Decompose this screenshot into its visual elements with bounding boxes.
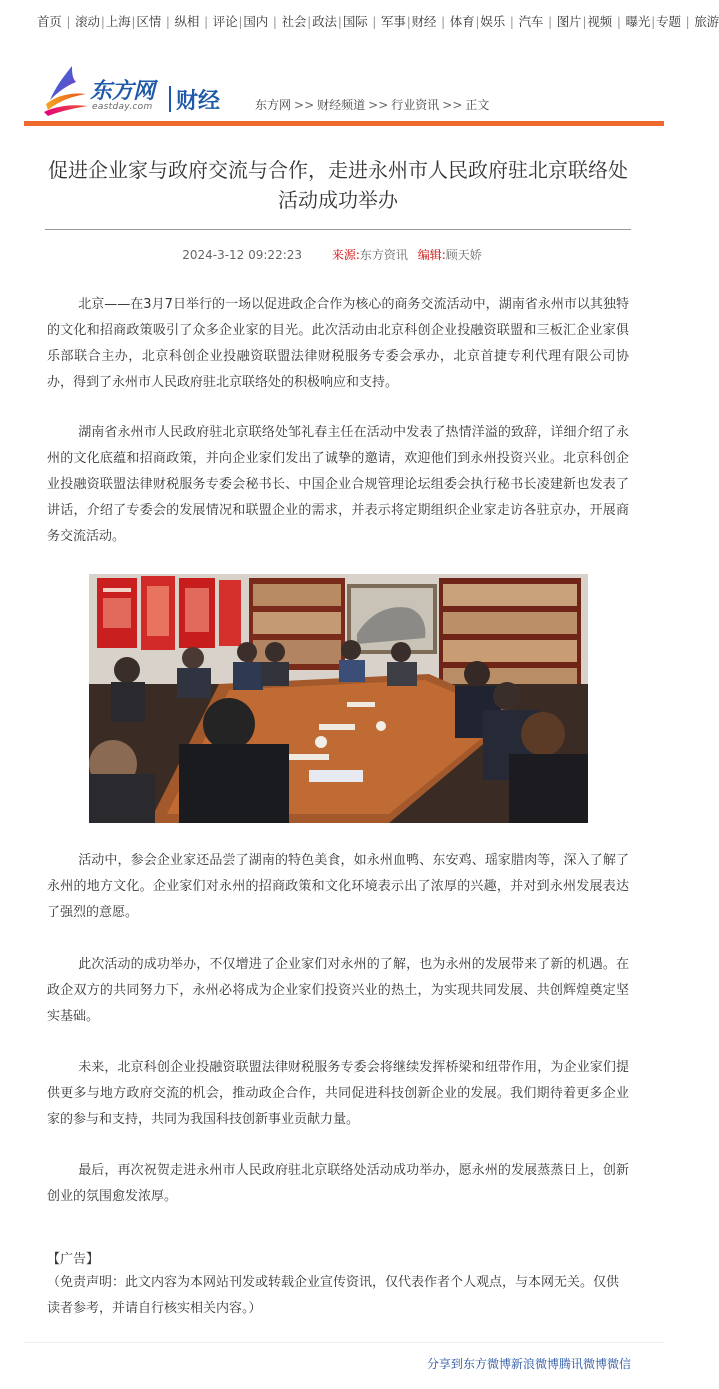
topnav-separator: | xyxy=(651,14,656,29)
topnav-separator: | xyxy=(337,14,342,29)
topnav-separator: | xyxy=(368,14,380,29)
topnav-item[interactable]: 政法 xyxy=(312,14,337,29)
title-divider xyxy=(45,229,631,230)
topnav-item[interactable]: 评论 xyxy=(212,14,238,29)
topnav-item[interactable]: 国际 xyxy=(342,14,368,29)
share-links xyxy=(427,1355,631,1372)
topnav-separator: | xyxy=(238,14,243,29)
topnav-separator: | xyxy=(269,14,281,29)
top-navigation xyxy=(0,0,719,46)
topnav-item[interactable]: 国内 xyxy=(243,14,268,29)
share-link[interactable]: 微信 xyxy=(606,1357,631,1371)
topnav-item[interactable]: 滚动 xyxy=(75,14,100,29)
topnav-separator: | xyxy=(582,14,587,29)
topnav-item[interactable]: 财经 xyxy=(411,14,437,29)
article-paragraph-6: 最后，再次祝贺走进永州市人民政府驻北京联络处活动成功举办，愿永州的发展蒸蒸日上，创新创业的氛围愈发浓厚。 xyxy=(47,1163,629,1204)
share-link[interactable]: 东方微博 xyxy=(462,1357,511,1371)
publish-datetime: 2024-3-12 09:22:23 xyxy=(182,248,303,262)
breadcrumb-separator: >> xyxy=(294,98,315,112)
share-link[interactable]: 腾讯微博 xyxy=(558,1357,607,1371)
editor-label: 编辑: xyxy=(417,248,446,262)
article-paragraph-2: 湖南省永州市人民政府驻北京联络处邹礼春主任在活动中发表了热情洋溢的致辞，详细介绍了永州的文化底蕴和招商政策，并向企业家们发出了诚挚的邀请，欢迎他们到永州投资兴业。北京科创企业投融资联盟法律财税服务专委会秘书长、中国企业合规管理论坛组委会执行秘书长凌建新也发表了讲话，介绍了专委会的发展情况和联盟企业的需求，并表示将定期组织企业家走访各驻京办，开展商务交流活动。 xyxy=(47,425,629,544)
topnav-separator: | xyxy=(612,14,625,29)
topnav-item[interactable]: 娱乐 xyxy=(480,14,506,29)
ad-label: 【广告】 xyxy=(47,1252,100,1267)
topnav-separator: | xyxy=(406,14,411,29)
topnav-item[interactable]: 旅游 xyxy=(694,14,719,29)
breadcrumb-separator: >> xyxy=(368,98,389,112)
topnav-item[interactable]: 专题 xyxy=(656,14,681,29)
topnav-separator: | xyxy=(475,14,480,29)
topnav-item[interactable]: 上海 xyxy=(105,14,131,29)
article-photo xyxy=(89,574,588,823)
disclaimer: （免责声明：此文内容为本网站刊发或转载企业宣传资讯，仅代表作者个人观点，与本网无关。仅供读者参考，并请自行核实相关内容。） xyxy=(47,1275,620,1316)
topnav-separator: | xyxy=(62,14,75,29)
topnav-separator: | xyxy=(131,14,136,29)
article-paragraph-3: 活动中，参会企业家还品尝了湖南的特色美食，如永州血鸭、东安鸡、瑶家腊肉等，深入了解了永州的地方文化。企业家们对永州的招商政策和文化环境表示出了浓厚的兴趣，并对到永州发展表达了强烈的意愿。 xyxy=(47,853,629,920)
topnav-item[interactable]: 图片 xyxy=(556,14,582,29)
topnav-separator: | xyxy=(544,14,556,29)
breadcrumb-separator: >> xyxy=(442,98,463,112)
breadcrumb-item[interactable]: 财经频道 xyxy=(317,98,366,112)
header-divider-bar xyxy=(24,121,664,126)
source-value: 东方资讯 xyxy=(359,248,408,262)
eastday-logo-icon xyxy=(42,64,90,116)
topnav-separator: | xyxy=(162,14,174,29)
top-navigation-links xyxy=(37,12,719,30)
logo-wordmark: 东方网 xyxy=(90,79,155,104)
topnav-item[interactable]: 曝光 xyxy=(625,14,651,29)
topnav-separator: | xyxy=(681,14,694,29)
topnav-item[interactable]: 视频 xyxy=(587,14,612,29)
breadcrumb-item: 正文 xyxy=(465,98,490,112)
share-area xyxy=(24,1342,664,1389)
article-paragraph-5: 未来，北京科创企业投融资联盟法律财税服务专委会将继续发挥桥梁和纽带作用，为企业家们提供更多与地方政府交流的机会，推动政企合作，共同促进科技创新企业的发展。我们期待着更多企业家的参与和支持，共同为我国科技创新事业贡献力量。 xyxy=(47,1060,629,1127)
editor-value: 顾天娇 xyxy=(445,248,482,262)
page-title: 促进企业家与政府交流与合作，走进永州市人民政府驻北京联络处活动成功举办 xyxy=(48,158,628,212)
topnav-separator: | xyxy=(437,14,449,29)
breadcrumb-item[interactable]: 东方网 xyxy=(255,98,292,112)
topnav-separator: | xyxy=(100,14,105,29)
logo-domain: eastday.com xyxy=(92,102,153,112)
meeting-photo-image xyxy=(89,574,588,823)
share-prefix: 分享到 xyxy=(426,1357,463,1371)
breadcrumb-item[interactable]: 行业资讯 xyxy=(391,98,440,112)
breadcrumb xyxy=(255,96,489,113)
topnav-separator: | xyxy=(200,14,212,29)
topnav-item[interactable]: 区情 xyxy=(136,14,162,29)
site-logo[interactable] xyxy=(42,64,242,116)
channel-title[interactable]: 财经 xyxy=(176,89,221,114)
source-label: 来源: xyxy=(331,248,360,262)
logo-divider xyxy=(169,86,171,112)
topnav-item[interactable]: 军事 xyxy=(380,14,406,29)
article-meta xyxy=(0,246,664,263)
topnav-item[interactable]: 体育 xyxy=(449,14,475,29)
topnav-separator: | xyxy=(506,14,518,29)
article-paragraph-1: 北京——在3月7日举行的一场以促进政企合作为核心的商务交流活动中，湖南省永州市以其独特的文化和招商政策吸引了众多企业家的目光。此次活动由北京科创企业投融资联盟和三板汇企业家俱乐部联合主办，北京科创企业投融资联盟法律财税服务专委会承办，北京首捷专利代理有限公司协办，得到了永州市人民政府驻北京联络处的积极响应和支持。 xyxy=(47,297,629,390)
topnav-separator: | xyxy=(307,14,312,29)
article-paragraph-4: 此次活动的成功举办，不仅增进了企业家们对永州的了解，也为永州的发展带来了新的机遇。在政企双方的共同努力下，永州必将成为企业家们投资兴业的热土，为实现共同发展、共创辉煌奠定坚实基础。 xyxy=(47,957,629,1024)
topnav-item[interactable]: 纵相 xyxy=(174,14,200,29)
topnav-item[interactable]: 社会 xyxy=(281,14,307,29)
share-link[interactable]: 新浪微博 xyxy=(510,1357,559,1371)
site-header xyxy=(0,60,664,122)
topnav-item[interactable]: 汽车 xyxy=(518,14,544,29)
topnav-item[interactable]: 首页 xyxy=(37,14,62,29)
